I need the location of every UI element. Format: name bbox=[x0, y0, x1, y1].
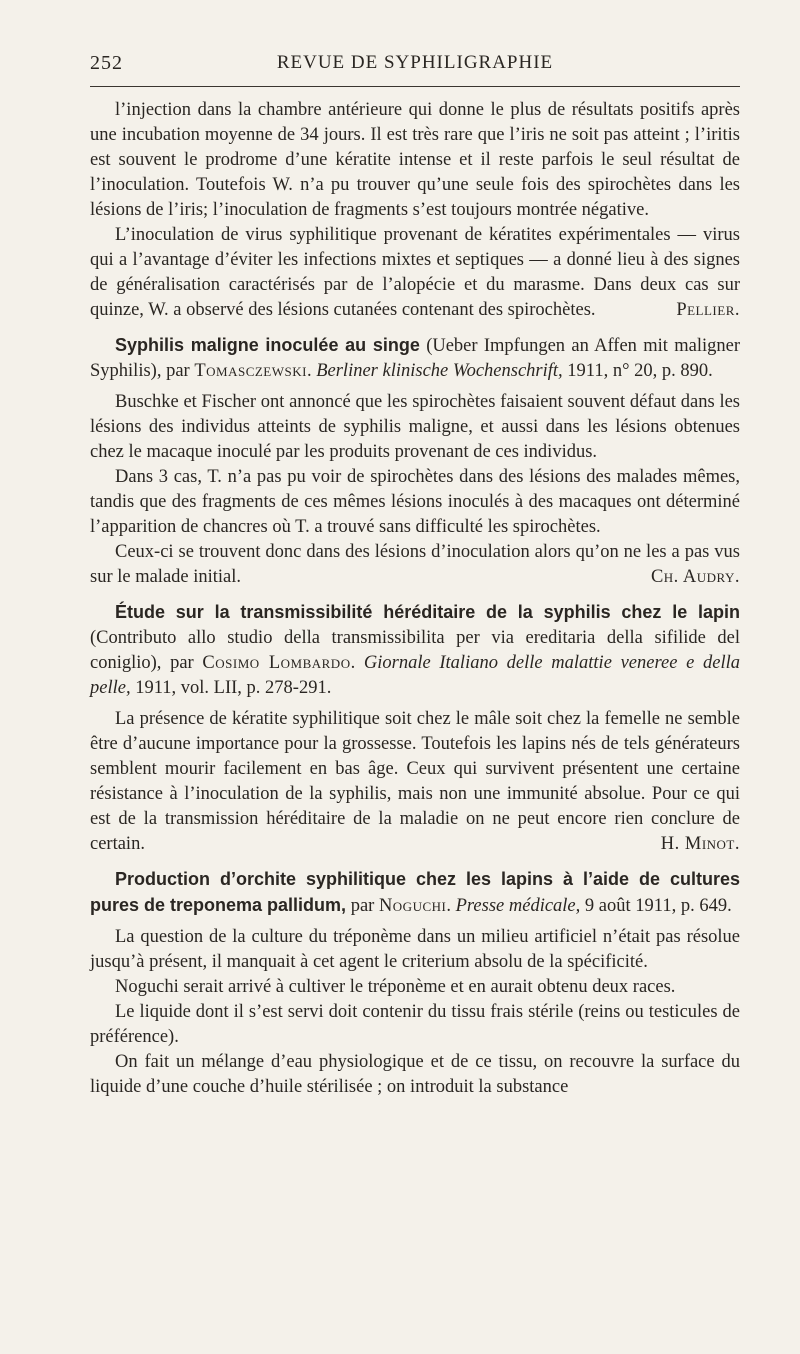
journal-citation: Berliner klinische Wochenschrift, bbox=[316, 361, 563, 381]
review-heading bbox=[90, 867, 740, 919]
paragraph bbox=[90, 540, 740, 590]
author-name: Noguchi bbox=[378, 896, 447, 916]
review-title: Production d’orchite syphilitique chez les lapins à l’aide de cultures pures de treponema pallidum, bbox=[90, 869, 740, 915]
text-run: (Ueber Impfungen an Affen mit maligner Syphilis), par bbox=[90, 336, 740, 381]
article-body bbox=[90, 98, 740, 1100]
reviewer-signature: Ch. Audry. bbox=[650, 567, 740, 587]
text-run: l’injection dans la chambre antérieure qui donne le plus de résultats positifs après une incubation moyenne de 34 jours. Il est très rare que l’iris ne soit pas atteint ; l’iritis est souvent le prodrome d’une kératite intense et il reste parfois le seul résultat de l’inoculation. Toutefois W. n’a pu trouver qu’une seule fois des spirochètes dans les lésions de l’iris; l’inoculation de fragments s’est toujours montrée négative. bbox=[90, 100, 740, 220]
paragraph bbox=[90, 707, 740, 857]
review-heading bbox=[90, 333, 740, 384]
paragraph bbox=[90, 975, 740, 1000]
text-run: Buschke et Fischer ont annoncé que les spirochètes faisaient souvent défaut dans les lésions des individus atteints de syphilis maligne, et aussi dans les lésions obtenues chez le macaque inoculé par les produits provenant de ces individus. bbox=[90, 392, 740, 462]
running-title: REVUE DE SYPHILIGRAPHIE bbox=[276, 52, 554, 73]
text-run: L’inoculation de virus syphilitique provenant de kératites expérimentales — virus qui a l’avantage d’éviter les infections mixtes et septiques — a donné lieu à des signes de généralisation caractérisés par de l’alopécie et du marasme. Dans deux cas sur quinze, W. a observé des lésions cutanées contenant des spirochètes. bbox=[90, 225, 740, 320]
journal-citation: Presse médicale, bbox=[455, 896, 581, 916]
text-run: La question de la culture du tréponème dans un milieu artificiel n’était pas résolue jusqu’à présent, il manquait à cet agent le criterium absolu de la spécificité. bbox=[90, 927, 740, 972]
paragraph bbox=[90, 1050, 740, 1100]
header-rule bbox=[90, 86, 740, 87]
text-run: . bbox=[350, 653, 364, 673]
text-run: On fait un mélange d’eau physiologique et de ce tissu, on recouvre la surface du liquide d’une couche d’huile stérilisée ; on introduit la substance bbox=[90, 1052, 740, 1097]
paragraph bbox=[90, 98, 740, 223]
author-name: Tomasczewski bbox=[194, 361, 307, 381]
journal-citation: Giornale Italiano delle malattie veneree e della pelle, bbox=[90, 653, 740, 698]
paragraph bbox=[90, 465, 740, 540]
text-run: . bbox=[446, 896, 456, 916]
text-run: . bbox=[306, 361, 317, 381]
text-run: Noguchi serait arrivé à cultiver le tréponème et en aurait obtenu deux races. bbox=[115, 977, 676, 997]
text-run: Le liquide dont il s’est servi doit contenir du tissu frais stérile (reins ou testicules de préférence). bbox=[90, 1002, 740, 1047]
reviewer-signature: Pellier. bbox=[676, 300, 740, 320]
page-number: 252 bbox=[90, 52, 123, 74]
reviewer-signature: H. Minot. bbox=[660, 834, 740, 854]
text-run: 1911, vol. LII, p. 278-291. bbox=[130, 678, 332, 698]
text-run: La présence de kératite syphilitique soit chez le mâle soit chez la femelle ne semble être d’aucune importance pour la grossesse. Toutefois les lapins nés de tels générateurs semblent mourir facilement en bas âge. Ceux qui survivent présentent une certaine résistance à l’inoculation de la syphilis, mais non une immunité absolue. Pour ce qui est de la transmission héréditaire de la maladie on ne peut encore rien conclure de certain. bbox=[90, 709, 740, 854]
paragraph bbox=[90, 223, 740, 323]
review-title: Étude sur la transmissibilité héréditaire de la syphilis chez le lapin bbox=[115, 602, 740, 622]
text-run: Dans 3 cas, T. n’a pas pu voir de spirochètes dans des lésions des malades mêmes, tandis que des fragments de ces mêmes lésions inoculés à des macaques ont déterminé l’apparition de chancres où T. a trouvé sans difficulté les spirochètes. bbox=[90, 467, 740, 537]
page-header bbox=[90, 52, 740, 78]
author-name: Cosimo Lombardo bbox=[202, 653, 351, 673]
text-run: (Contributo allo studio della transmissibilita per via ereditaria della sifilide del coniglio), par bbox=[90, 628, 740, 673]
text-run: Ceux-ci se trouvent donc dans des lésions d’inoculation alors qu’on ne les a pas vus sur le malade initial. bbox=[90, 542, 740, 587]
text-run: 9 août 1911, p. 649. bbox=[580, 896, 732, 916]
text-run: par bbox=[346, 896, 379, 916]
text-run: 1911, n° 20, p. 890. bbox=[562, 361, 713, 381]
review-title: Syphilis maligne inoculée au singe bbox=[115, 335, 420, 355]
paragraph bbox=[90, 1000, 740, 1050]
paragraph bbox=[90, 390, 740, 465]
review-heading bbox=[90, 600, 740, 701]
paragraph bbox=[90, 925, 740, 975]
